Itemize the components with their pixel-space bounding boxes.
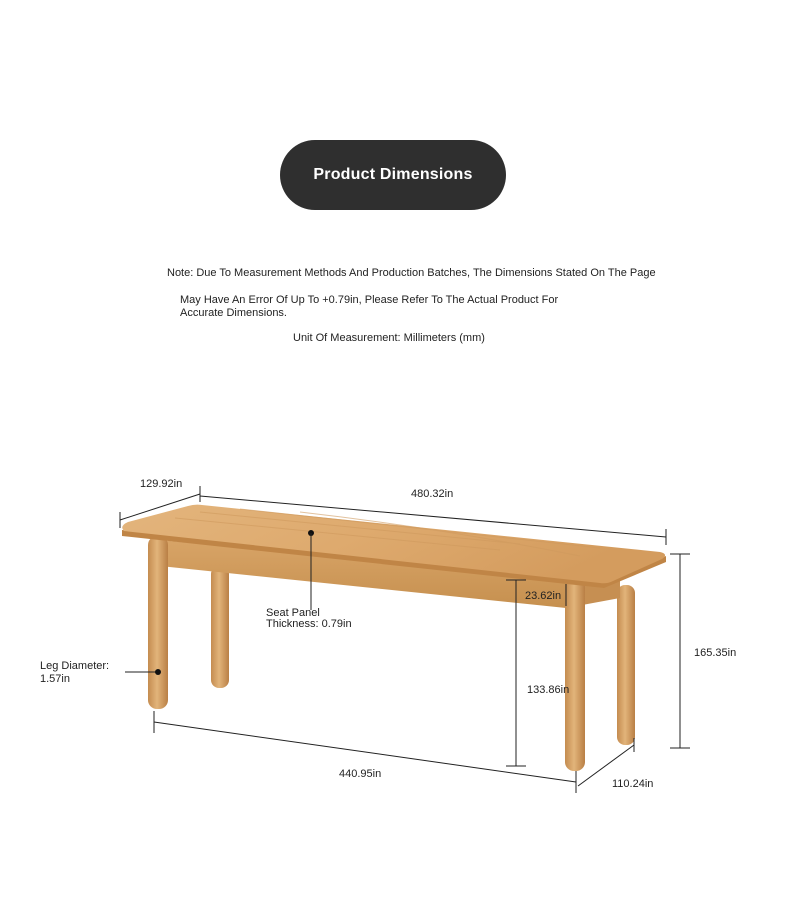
back-right-leg (617, 585, 635, 745)
leg-span-length-label: 440.95in (339, 768, 382, 780)
page-title: Product Dimensions (313, 166, 473, 183)
front-right-leg (565, 578, 585, 771)
leg-diameter-label-1: Leg Diameter: (40, 660, 110, 672)
back-left-leg (211, 566, 229, 688)
unit-of-measurement: Unit Of Measurement: Millimeters (mm) (293, 332, 485, 344)
length-top-label: 480.32in (411, 488, 454, 500)
note-line-3: Accurate Dimensions. (180, 307, 287, 319)
note-line-2: May Have An Error Of Up To +0.79in, Please Refer To The Actual Product For (180, 294, 559, 306)
front-left-leg (148, 536, 168, 709)
apron-height-label: 23.62in (525, 590, 562, 602)
total-height-label: 165.35in (694, 647, 737, 659)
note-line-1: Note: Due To Measurement Methods And Production Batches, The Dimensions Stated On The Page (167, 267, 656, 279)
leg-height-label: 133.86in (527, 684, 570, 696)
leg-diameter-pointer-dot (155, 669, 161, 675)
leg-diameter-label-2: 1.57in (40, 673, 70, 685)
seat-panel-label-2: Thickness: 0.79in (266, 618, 352, 630)
leg-span-depth-label: 110.24in (612, 778, 654, 790)
depth-top-label: 129.92in (140, 478, 183, 490)
seat-panel-label-1: Seat Panel (266, 607, 320, 619)
